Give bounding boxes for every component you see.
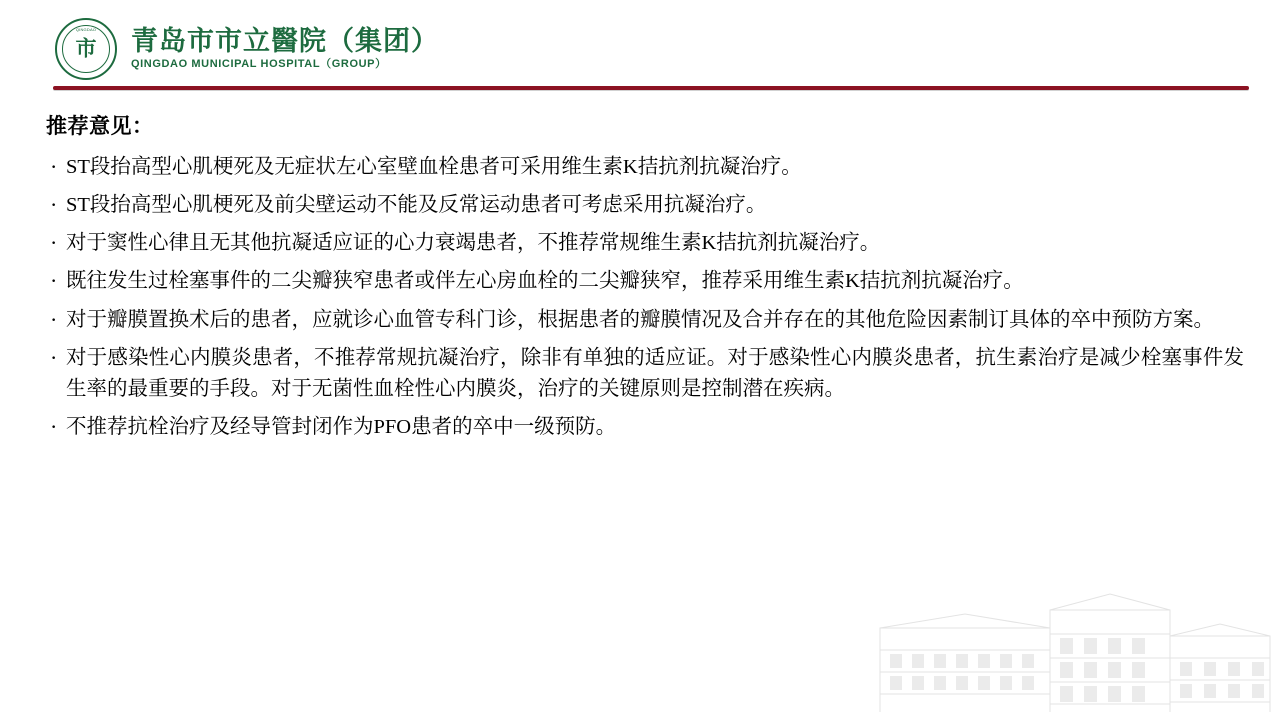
header-divider bbox=[53, 86, 1249, 90]
slide-content bbox=[44, 110, 1244, 450]
logo-text-block bbox=[131, 28, 439, 70]
list-item: · 对于窦性心律且无其他抗凝适应证的心力衰竭患者，不推荐常规维生素K拮抗剂抗凝治疗。 bbox=[44, 228, 1244, 259]
logo-title-cn: 青岛市市立醫院（集团） bbox=[131, 26, 439, 56]
emblem-mark-text: 市 bbox=[75, 36, 97, 61]
list-item: · 既往发生过栓塞事件的二尖瓣狭窄患者或伴左心房血栓的二尖瓣狭窄，推荐采用维生素K拮抗剂抗凝治疗。 bbox=[44, 266, 1244, 297]
list-item: · 对于瓣膜置换术后的患者，应就诊心血管专科门诊，根据患者的瓣膜情况及合并存在的其他危险因素制订具体的卒中预防方案。 bbox=[44, 305, 1244, 336]
logo-title-en: QINGDAO MUNICIPAL HOSPITAL（GROUP） bbox=[131, 58, 387, 70]
hospital-emblem-icon bbox=[55, 18, 117, 80]
list-item: · ST段抬高型心肌梗死及前尖壁运动不能及反常运动患者可考虑采用抗凝治疗。 bbox=[44, 190, 1244, 221]
recommendation-list bbox=[44, 152, 1244, 443]
list-item: · 不推荐抗栓治疗及经导管封闭作为PFO患者的卒中一级预防。 bbox=[44, 412, 1244, 443]
hospital-building-watermark bbox=[860, 590, 1280, 720]
page-title: 推荐意见： bbox=[46, 114, 154, 138]
slide-header bbox=[0, 0, 1280, 96]
list-item: · ST段抬高型心肌梗死及无症状左心室壁血栓患者可采用维生素K拮抗剂抗凝治疗。 bbox=[44, 152, 1244, 183]
emblem-micro-text: QINGDAO bbox=[75, 27, 97, 32]
list-item: · 对于感染性心内膜炎患者，不推荐常规抗凝治疗，除非有单独的适应证。对于感染性心内膜炎患者，抗生素治疗是减少栓塞事件发生率的最重要的手段。对于无菌性血栓性心内膜炎，治疗的关键原则是控制潜在疾病。 bbox=[44, 343, 1244, 405]
hospital-logo bbox=[55, 18, 439, 80]
footer-band bbox=[0, 712, 1280, 720]
